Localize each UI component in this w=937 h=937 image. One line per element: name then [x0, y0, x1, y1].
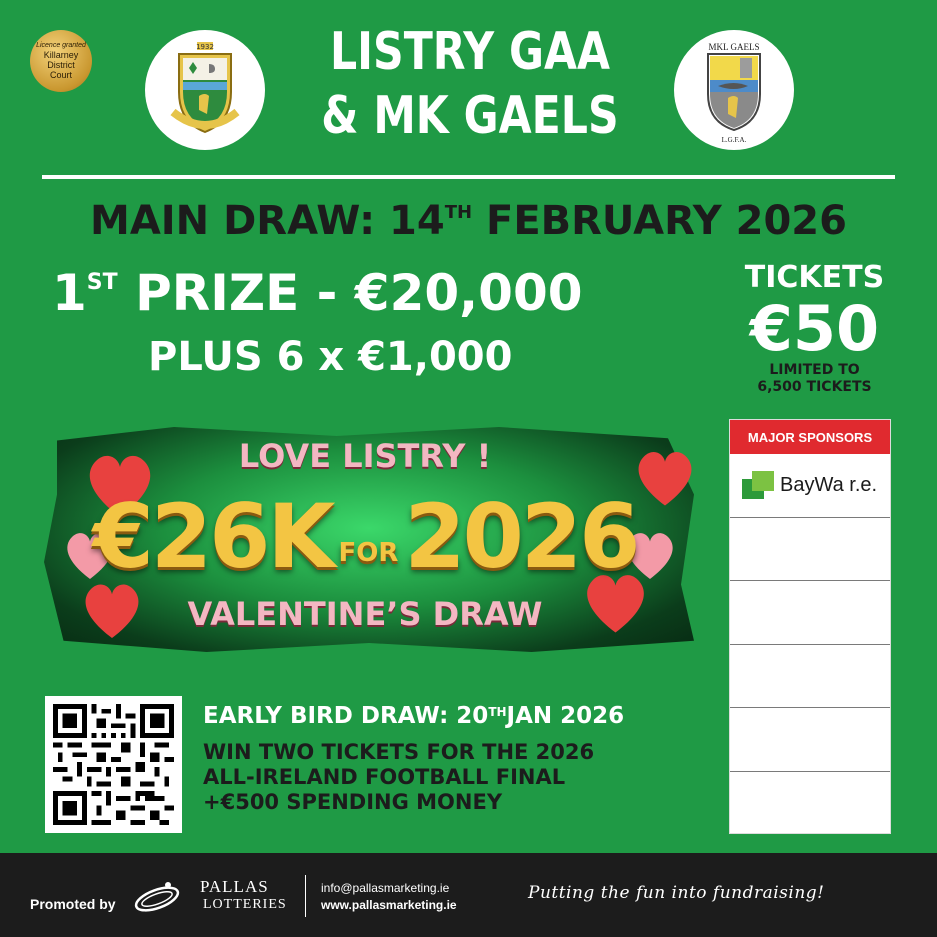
early-bird-suffix: JAN 2026	[506, 703, 625, 729]
plus-prizes: PLUS 6 x €1,000	[148, 334, 513, 380]
tickets-label: TICKETS	[744, 260, 885, 295]
early-bird-heading	[203, 703, 624, 729]
qr-code[interactable]	[45, 696, 182, 833]
tagline: Putting the fun into fundraising!	[528, 883, 825, 903]
licence-line-1: Licence granted	[36, 42, 86, 49]
main-draw-suffix: FEBRUARY 2026	[472, 198, 847, 244]
sponsor-slot	[730, 772, 890, 836]
footer	[0, 853, 937, 937]
early-bird-sup: TH	[488, 705, 507, 719]
banner-amount-value: €26K	[92, 485, 333, 588]
sponsor-slot	[730, 518, 890, 582]
main-draw-sup: TH	[444, 202, 473, 223]
first-prize	[52, 264, 583, 322]
tickets-limit-line-1: LIMITED TO	[769, 362, 860, 378]
sponsor-slot	[730, 708, 890, 772]
main-draw-heading	[30, 198, 907, 244]
first-prize-num: 1	[52, 264, 87, 322]
pallas-brand-sub: LOTTERIES	[203, 897, 287, 912]
crest-mkl-sub: L.G.F.A.	[721, 136, 747, 144]
pallas-brand: PALLAS	[200, 877, 269, 896]
sponsors-heading: MAJOR SPONSORS	[730, 420, 890, 454]
early-bird-line-2: ALL-IRELAND FOOTBALL FINAL	[203, 765, 566, 789]
website-link[interactable]: www.pallasmarketing.ie	[321, 898, 457, 912]
crest-year: 1932	[196, 43, 214, 51]
licence-line-4: Court	[49, 70, 72, 80]
banner-for: FOR	[338, 537, 399, 568]
early-bird-prefix: EARLY BIRD DRAW: 20	[203, 703, 489, 729]
promoted-by-label: Promoted by	[30, 896, 116, 912]
sponsor-name: BayWa r.e.	[780, 473, 878, 496]
ticket-price: €50	[749, 292, 880, 365]
crest-mkl-name: MKL GAELS	[708, 42, 760, 52]
mkl-gaels-crest-logo	[674, 30, 794, 150]
early-bird-line-3: +€500 SPENDING MONEY	[203, 790, 503, 814]
banner-amount	[30, 485, 700, 588]
main-draw-prefix: MAIN DRAW: 14	[90, 198, 445, 244]
early-bird-line-1: WIN TWO TICKETS FOR THE 2026	[203, 740, 595, 764]
header-divider	[42, 175, 895, 179]
qr-code-icon	[53, 704, 174, 825]
title-line-2: & MK GAELS	[321, 86, 619, 146]
sponsor-slot	[730, 645, 890, 709]
tickets-limit	[732, 362, 897, 396]
licence-badge	[30, 30, 92, 92]
sponsors-panel	[729, 419, 891, 834]
sponsor-slot	[730, 581, 890, 645]
valentines-banner	[30, 415, 700, 660]
footer-divider	[305, 875, 306, 917]
pallas-logo-icon	[132, 875, 182, 919]
banner-year: 2026	[404, 485, 638, 588]
contact-email-link[interactable]: info@pallasmarketing.ie	[321, 881, 450, 895]
first-prize-rest: PRIZE - €20,000	[117, 264, 583, 322]
licence-line-3: District	[47, 60, 75, 70]
listry-crest-logo	[145, 30, 265, 150]
sponsor-slot	[730, 454, 890, 518]
baywa-logo-icon	[742, 471, 774, 499]
banner-top-text: LOVE LISTRY !	[238, 437, 492, 475]
title-line-1: LISTRY GAA	[329, 22, 611, 82]
banner-bottom-text: VALENTINE’S DRAW	[187, 595, 543, 633]
first-prize-sup: ST	[86, 270, 118, 295]
licence-line-2: Killarney	[43, 50, 79, 60]
tickets-limit-line-2: 6,500 TICKETS	[757, 379, 872, 395]
